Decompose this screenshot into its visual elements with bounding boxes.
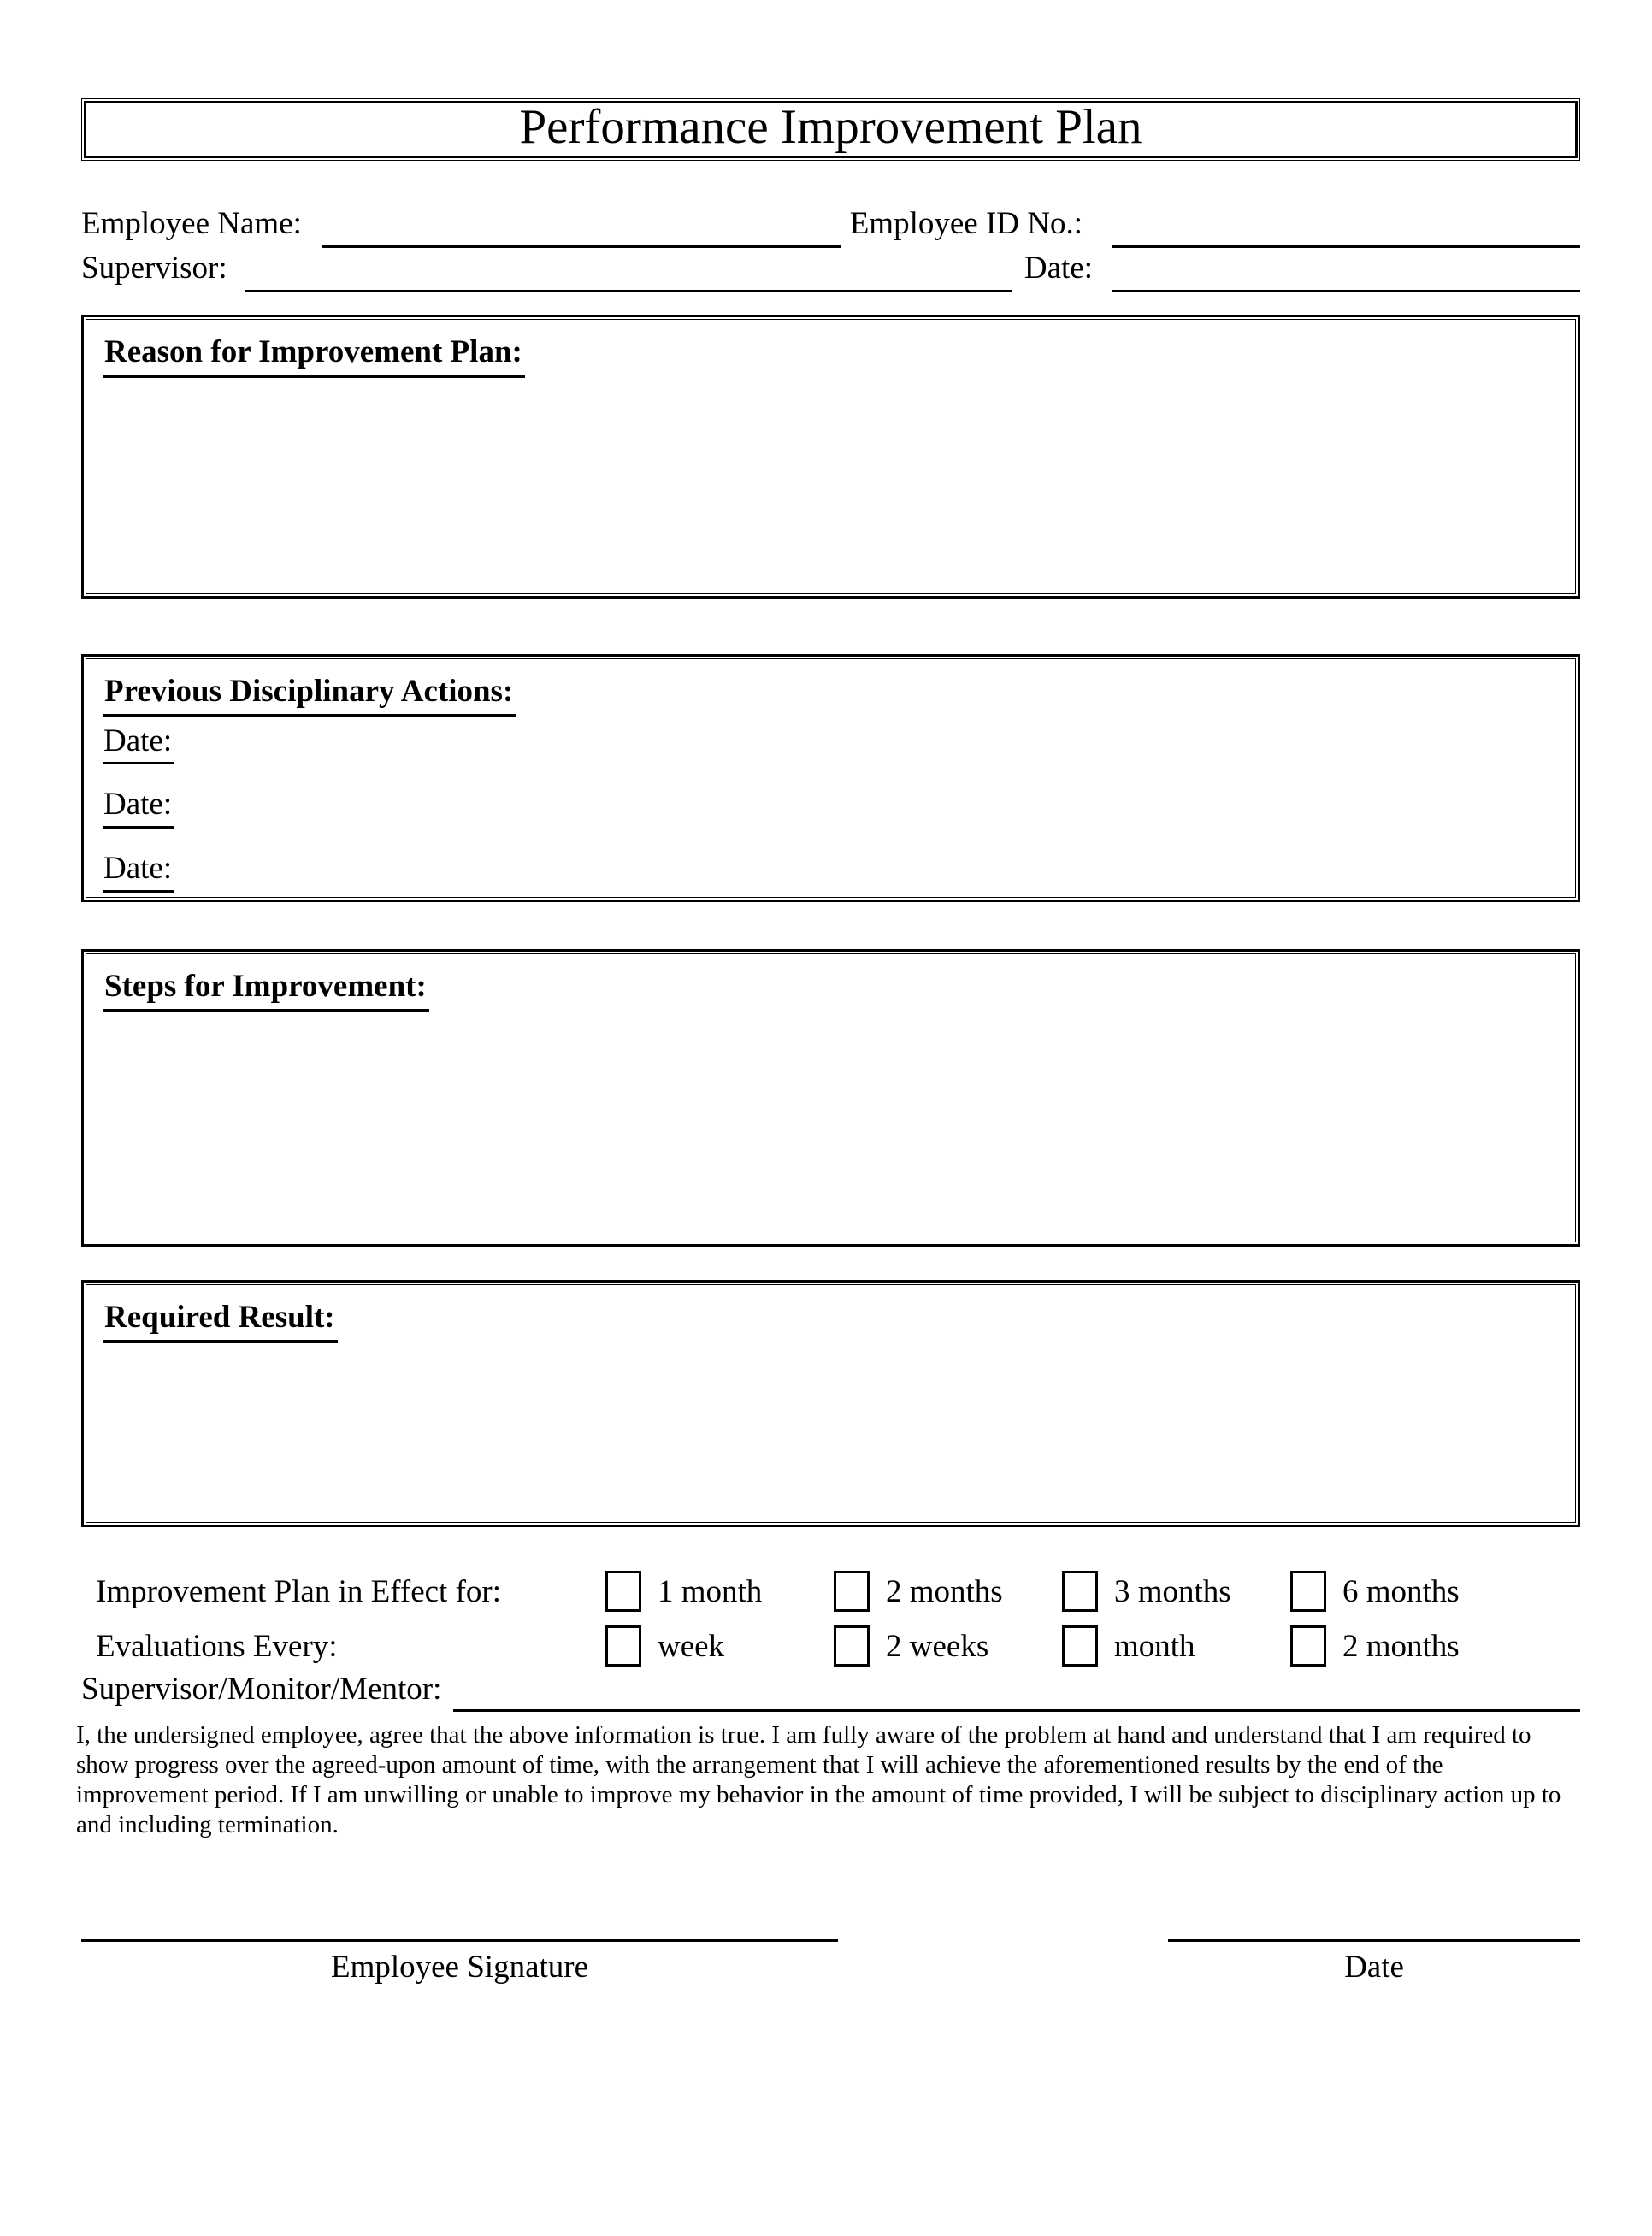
employee-id-label: Employee ID No.:	[849, 205, 1083, 241]
required-result-heading: Required Result:	[103, 1299, 338, 1343]
duration-option-1month	[605, 1571, 834, 1612]
evaluation-2months-checkbox[interactable]	[1290, 1625, 1326, 1667]
evaluation-option-2months	[1290, 1625, 1460, 1667]
supervisor-monitor-mentor-input-line[interactable]	[453, 1684, 1580, 1712]
evaluation-2weeks-checkbox[interactable]	[834, 1625, 870, 1667]
duration-option-6months	[1290, 1571, 1460, 1612]
duration-1month-checkbox[interactable]	[605, 1571, 641, 1612]
duration-3months-checkbox[interactable]	[1062, 1571, 1098, 1612]
employee-name-input-line[interactable]	[322, 211, 841, 248]
signature-row	[81, 1939, 1580, 1985]
previous-action-date-label-1: Date:	[103, 723, 174, 765]
plan-duration-label: Improvement Plan in Effect for:	[96, 1573, 502, 1609]
supervisor-label: Supervisor:	[81, 250, 227, 286]
plan-duration-row	[81, 1566, 1580, 1616]
duration-option-3months	[1062, 1571, 1290, 1612]
header-date-input-line[interactable]	[1112, 256, 1580, 292]
performance-improvement-plan-form	[0, 98, 1652, 2236]
duration-1month-label: 1 month	[658, 1573, 763, 1609]
page-title: Performance Improvement Plan	[519, 100, 1142, 154]
evaluation-week-checkbox[interactable]	[605, 1625, 641, 1667]
reason-section-box	[81, 315, 1580, 599]
header-row-1	[81, 204, 1580, 248]
duration-2months-checkbox[interactable]	[834, 1571, 870, 1612]
evaluation-week-label: week	[658, 1628, 725, 1664]
steps-input-area[interactable]	[86, 953, 1576, 1242]
previous-actions-section-box	[81, 654, 1580, 902]
previous-action-row-1	[103, 723, 1575, 765]
required-result-section-box	[81, 1280, 1580, 1527]
evaluation-frequency-row	[81, 1621, 1580, 1671]
evaluation-month-checkbox[interactable]	[1062, 1625, 1098, 1667]
previous-action-row-3	[103, 850, 1575, 893]
evaluation-option-week	[605, 1625, 834, 1667]
duration-6months-checkbox[interactable]	[1290, 1571, 1326, 1612]
evaluation-frequency-label: Evaluations Every:	[96, 1628, 338, 1664]
steps-heading: Steps for Improvement:	[103, 968, 429, 1012]
previous-action-date-label-2: Date:	[103, 786, 174, 829]
employee-name-label: Employee Name:	[81, 205, 302, 241]
previous-actions-input-area[interactable]	[86, 658, 1576, 898]
steps-section-box	[81, 949, 1580, 1247]
previous-action-row-2	[103, 786, 1575, 829]
evaluation-2weeks-label: 2 weeks	[886, 1628, 989, 1664]
duration-3months-label: 3 months	[1114, 1573, 1231, 1609]
reason-heading: Reason for Improvement Plan:	[103, 333, 525, 378]
previous-actions-heading: Previous Disciplinary Actions:	[103, 673, 516, 717]
duration-option-2months	[834, 1571, 1062, 1612]
title-box-inner	[84, 101, 1578, 158]
header-date-label: Date:	[1024, 250, 1093, 286]
employee-signature-block	[81, 1939, 838, 1985]
signature-date-block	[1168, 1939, 1580, 1985]
supervisor-input-line[interactable]	[245, 256, 1012, 292]
title-box	[81, 98, 1580, 161]
reason-input-area[interactable]	[86, 319, 1576, 594]
evaluation-option-month	[1062, 1625, 1290, 1667]
signature-date-label: Date	[1344, 1950, 1404, 1985]
supervisor-monitor-mentor-row	[81, 1671, 1580, 1712]
header-row-2	[81, 248, 1580, 292]
evaluation-option-2weeks	[834, 1625, 1062, 1667]
duration-2months-label: 2 months	[886, 1573, 1003, 1609]
required-result-input-area[interactable]	[86, 1284, 1576, 1523]
employee-signature-label: Employee Signature	[330, 1950, 589, 1985]
supervisor-monitor-mentor-label: Supervisor/Monitor/Mentor:	[81, 1671, 442, 1707]
employee-id-input-line[interactable]	[1112, 211, 1580, 248]
duration-6months-label: 6 months	[1342, 1573, 1460, 1609]
evaluation-month-label: month	[1114, 1628, 1195, 1664]
evaluation-2months-label: 2 months	[1342, 1628, 1460, 1664]
previous-action-date-label-3: Date:	[103, 850, 174, 893]
agreement-text: I, the undersigned employee, agree that the above information is true. I am fully aware of the problem at hand and understand that I am required to show progress over the agreed-upon amount of time, with the arrangement that I will achieve the aforementioned results by the end of the improvement period. If I am unwilling or unable to improve my behavior in the amount of time provided, I will be subject to disciplinary action up to and including termination.	[76, 1721, 1561, 1838]
